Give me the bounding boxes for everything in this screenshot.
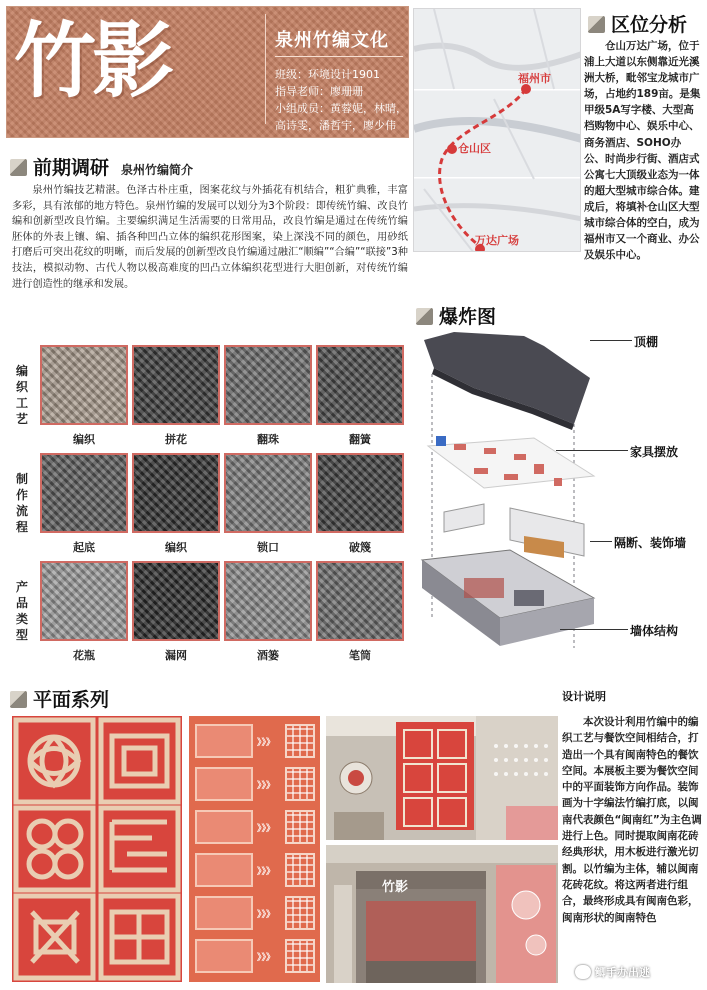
- pattern-arrow: 》》》: [257, 867, 276, 877]
- gallery-thumbnail: [132, 561, 220, 641]
- gallery-caption: 翻珠: [257, 433, 279, 446]
- storefront-sign: 竹影: [382, 880, 409, 895]
- gallery-caption: 破篾: [349, 541, 371, 554]
- gallery-caption: 笔筒: [349, 649, 371, 662]
- gallery-caption: 编织: [165, 541, 187, 554]
- exploded-label-furniture: 家具摆放: [630, 445, 679, 459]
- gallery-thumbnail: [224, 561, 312, 641]
- pattern-swatch: [195, 939, 253, 973]
- plan-heading: [10, 685, 109, 712]
- gallery-thumbnail: [132, 453, 220, 533]
- pattern-swatch: [195, 724, 253, 758]
- pattern-arrow: 》》》: [257, 781, 276, 791]
- section-cube-icon: [10, 159, 27, 176]
- section-cube-icon: [416, 308, 433, 325]
- design-title: 设计说明: [562, 690, 606, 703]
- hero-members-2: 高诗雯，潘哲宇，廖少伟: [275, 119, 396, 132]
- location-title: 区位分析: [611, 14, 688, 36]
- location-map: [413, 8, 581, 252]
- hero-class: 班级：环境设计1901: [275, 68, 380, 81]
- exploded-leader-3: [590, 541, 612, 542]
- pattern-lattice-icon: [285, 810, 315, 844]
- design-body: 本次设计利用竹编中的编织工艺与餐饮空间相结合，打造出一个具有闽南特色的餐饮空间。本展板主要为餐饮空间中的平面装饰方向作品。装饰画为十字编法竹编打底，以闽南代表颜色“闽南红”为主色调进行上色。同时提取闽南花砖经典形状，用木板进行激光切割。以竹编为主体，辅以闽南花砖花纹。将这两者进行组合，最终形成具有闽南色彩，闽南形状的闽南特色: [562, 716, 702, 924]
- craft-gallery: [10, 345, 410, 665]
- gallery-caption: 锁口: [257, 541, 279, 554]
- gallery-caption: 花瓶: [73, 649, 95, 662]
- map-label-fuzhou: 福州市: [518, 72, 551, 85]
- gallery-thumbnail: [224, 345, 312, 425]
- gallery-thumbnail: [40, 453, 128, 533]
- map-graphic: [414, 9, 581, 252]
- pattern-rows: [189, 716, 320, 982]
- gallery-row-label: 产品类型: [15, 580, 28, 642]
- exploded-heading: [416, 302, 496, 329]
- plan-title: 平面系列: [33, 689, 110, 711]
- exploded-leader-2: [556, 450, 628, 451]
- pattern-swatch: [195, 767, 253, 801]
- pattern-lattice-icon: [285, 767, 315, 801]
- gallery-thumbnail: [132, 345, 220, 425]
- exploded-label-ceiling: 顶棚: [634, 335, 659, 349]
- gallery-caption: 翻簧: [349, 433, 371, 446]
- gallery-thumbnail: [224, 453, 312, 533]
- pattern-arrow: 》》》: [257, 738, 276, 748]
- render-storefront: [326, 845, 558, 983]
- pattern-arrow: 》》》: [257, 910, 276, 920]
- map-label-wanda: 万达广场: [475, 234, 519, 247]
- research-title: 前期调研: [33, 157, 110, 179]
- gallery-caption: 起底: [73, 541, 95, 554]
- exploded-leader-1: [590, 340, 632, 341]
- watermark-text: 鲫手办出逃: [595, 966, 650, 979]
- research-heading: [10, 153, 193, 180]
- gallery-thumbnail: [316, 453, 404, 533]
- pattern-lattice-icon: [285, 853, 315, 887]
- pattern-swatch: [195, 853, 253, 887]
- hero-advisor: 指导老师：廖珊珊: [275, 85, 363, 98]
- pattern-swatch: [195, 810, 253, 844]
- red-lattice-panel: [12, 716, 182, 982]
- pattern-arrow: 》》》: [257, 953, 276, 963]
- gallery-thumbnail: [316, 345, 404, 425]
- gallery-caption: 拼花: [165, 433, 187, 446]
- exploded-label-partition: 隔断、装饰墙: [614, 536, 687, 550]
- section-cube-icon: [10, 691, 27, 708]
- gallery-caption: 编织: [73, 433, 95, 446]
- hero-members-1: 小组成员：黄蓉妮，林晴，: [275, 102, 407, 115]
- research-body: 泉州竹编技艺精湛。色泽古朴庄重，图案花纹与外插花有机结合，粗犷典雅，丰富多彩，具有浓郁的地方特色。泉州竹编的发展可以划分为3个阶段：即传统竹编、改良竹编和创新型改良竹编。主要编织满足生活需要的日常用品，改良竹编是通过在传统竹编胚体的外表上镶、编、插各种凹凸立体的编织花形图案，染上深浅不同的颜色，用砂纸打磨后可突出花纹的明晰，而后发展的创新型改良竹编通过融汇“顺编”“合编”“联接”3种技法，模拟动物、古代人物以极高难度的凹凸立体编织花型进行大胆创新，对传统竹编进行创造性的继承和发展。: [12, 185, 408, 290]
- pattern-lattice-icon: [285, 896, 315, 930]
- research-subtitle: 泉州竹编简介: [121, 163, 194, 177]
- gallery-thumbnail: [316, 561, 404, 641]
- hero-logo: 竹影: [14, 13, 171, 109]
- pattern-arrow: 》》》: [257, 824, 276, 834]
- hero-rule: [275, 56, 403, 57]
- exploded-leader-4: [560, 629, 628, 630]
- render-interior: [326, 716, 558, 840]
- gallery-thumbnail: [40, 561, 128, 641]
- gallery-row-label: 编织工艺: [15, 364, 28, 426]
- pattern-swatch: [195, 896, 253, 930]
- hero-title: 泉州竹编文化: [275, 30, 389, 51]
- wechat-icon: [575, 965, 591, 979]
- hero-divider: [265, 14, 266, 124]
- pattern-lattice-icon: [285, 939, 315, 973]
- exploded-diagram: [414, 328, 610, 668]
- map-label-cangshan: 仓山区: [458, 142, 491, 155]
- section-cube-icon: [588, 16, 605, 33]
- gallery-row-label: 制作流程: [15, 472, 28, 534]
- gallery-thumbnail: [40, 345, 128, 425]
- watermark: [575, 964, 650, 980]
- location-body: 仓山万达广场，位于浦上大道以东侧靠近光溪洲大桥，毗邻宝龙城市广场，占地约189亩。是集甲级5A写字楼、大型高档购物中心、娱乐中心、商务酒店、SOHO办公、时尚步行街、酒店式公寓七大顶级业态为一体的超大型城市综合体。建成后，将填补仓山区大型城市综合体的空白，成为福州市又一个商业、办公及娱乐中心。: [584, 40, 701, 262]
- exploded-title: 爆炸图: [439, 306, 497, 328]
- pattern-lattice-icon: [285, 724, 315, 758]
- gallery-caption: 漏网: [165, 649, 187, 662]
- exploded-label-wall: 墙体结构: [630, 624, 679, 638]
- location-heading: [588, 10, 687, 37]
- gallery-caption: 酒篓: [257, 649, 279, 662]
